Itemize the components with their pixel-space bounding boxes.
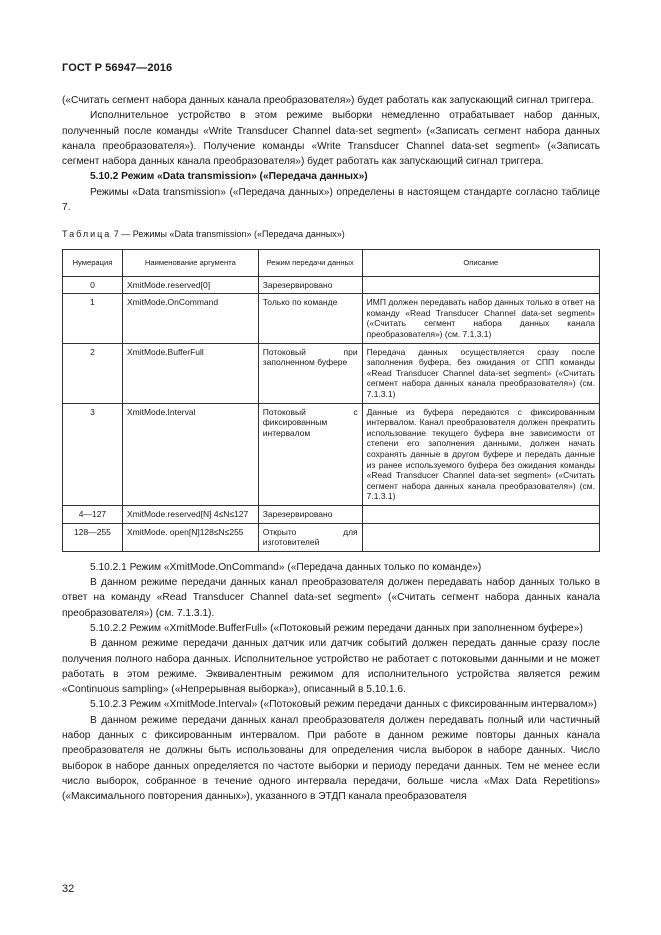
table-row <box>63 523 600 551</box>
table-row <box>63 505 600 523</box>
table-cell: XmitMode.reserved[0] <box>122 276 258 294</box>
table-cell: XmitMode.Interval <box>122 403 258 505</box>
table-cell <box>362 523 599 551</box>
table-cell: 3 <box>63 403 123 505</box>
paragraph: («Считать сегмент набора данных канала преобразователя») будет работать как запускающий сигнал триггера. <box>62 95 594 106</box>
table-cell: Потоковый с фиксированным интервалом <box>258 403 362 505</box>
paragraph: В данном режиме передачи данных канал преобразователя должен передавать набор данных только в ответ на команду «Read Transducer Channel data-set segment» («Считать сегмент набора данных канала преобразователя») (см. 7.1.3.1). <box>62 577 600 619</box>
table-caption <box>62 227 600 242</box>
table-cell <box>362 276 599 294</box>
paragraph: Режимы «Data transmission» («Передача данных») определены в настоящем стандарте согласно таблице 7. <box>62 186 600 214</box>
table-cell: Потоковый при заполненном буфере <box>258 343 362 403</box>
table-cell: 0 <box>63 276 123 294</box>
table-header-row <box>63 249 600 276</box>
table-cell: 128—255 <box>63 523 123 551</box>
page-number: 32 <box>62 883 75 895</box>
table-cell: XmitMode.OnCommand <box>122 294 258 343</box>
column-header: Нумерация <box>63 249 123 276</box>
table-cell: 2 <box>63 343 123 403</box>
paragraph: В данном режиме передачи данных датчик или датчик событий должен передать данные сразу после получения полного набора данных. Исполнительное устройство не работает с потоковыми данными и не может работать в этом режиме. Эквивалентным режимом для исполнительного устройства является режим «Continuous sampling» («Непрерывная выборка»), описанный в 5.10.1.6. <box>62 638 600 696</box>
document-header: ГОСТ Р 56947—2016 <box>62 62 173 74</box>
table-row <box>63 343 600 403</box>
subsection-heading: 5.10.2.2 Режим «XmitMode.BufferFull» («Потоковый режим передачи данных при заполненном буфере») <box>90 622 583 634</box>
table-cell: XmitMode.reserved[N] 4≤N≤127 <box>122 505 258 523</box>
table-cell: 4—127 <box>63 505 123 523</box>
table-caption-label: Таблица <box>62 229 112 240</box>
table-row <box>63 294 600 343</box>
subsection-heading: 5.10.2.1 Режим «XmitMode.OnCommand» («Передача данных только по команде») <box>90 561 482 573</box>
table-cell: Данные из буфера передаются с фиксированным интервалом. Канал преобразователя должен прекратить использование текущего буфера вне зависимости от степени его заполнения данными, должен начать сохранять данные в другом буфере и передать данные из ранее используемого буфера без ожидания команды «Read Transducer Channel data-set segment» («Считать сегмент набора данных канала преобразователя») (см. 7.1.3.1) <box>362 403 599 505</box>
table-cell: Передача данных осуществляется сразу после заполнения буфера, без ожидания от СПП команды «Read Transducer Channel data-set segment» («Считать сегмент набора данных канала преобразователя») (см. 7.1.3.1) <box>362 343 599 403</box>
table-cell: XmitMode. open[N]128≤N≤255 <box>122 523 258 551</box>
table-caption-text: 7 — Режимы «Data transmission» («Передача данных») <box>111 229 345 240</box>
column-header: Наименование аргумента <box>122 249 258 276</box>
table-cell: Открыто для изготовителей <box>258 523 362 551</box>
table-cell: XmitMode.BufferFull <box>122 343 258 403</box>
table-cell: 1 <box>63 294 123 343</box>
column-header: Режим передачи данных <box>258 249 362 276</box>
column-header: Описание <box>362 249 599 276</box>
table-row <box>63 276 600 294</box>
data-transmission-modes-table <box>62 249 600 552</box>
section-heading: 5.10.2 Режим «Data transmission» («Передача данных») <box>90 171 368 183</box>
subsection-heading: 5.10.2.3 Режим «XmitMode.Interval» («Потоковый режим передачи данных с фиксированным интервалом») <box>90 699 597 711</box>
paragraph: В данном режиме передачи данных канал преобразователя должен передавать полный или частичный набор данных с фиксированным интервалом. При работе в данном режиме повторы данных канала преобразователя не должны быть использованы для определения числа выборок в наборе данных. Число выборок в наборе данных определяется по частоте выборки и периоду передачи данных. Тем не менее если число выборок, собранное в течение одного интервала передачи, больше числа «Max Data Repetitions» («Максимального повторения данных»), указанного в ЭТДП канала преобразователя <box>62 714 600 803</box>
table-cell: Зарезервировано <box>258 505 362 523</box>
table-cell: ИМП должен передавать набор данных только в ответ на команду «Read Transducer Channel data-set segment» («Считать сегмент набора данных канала преобразователя») (см. 7.1.3.1) <box>362 294 599 343</box>
table-cell: Зарезервировано <box>258 276 362 294</box>
table-cell <box>362 505 599 523</box>
document-body <box>62 93 600 804</box>
table-row <box>63 403 600 505</box>
paragraph: Исполнительное устройство в этом режиме выборки немедленно отрабатывает набор данных, полученный после команды «Write Transducer Channel data-set segment» («Записать сегмент набора данных канала преобразователя»). Получение команды «Write Transducer Channel data-set segment» («Записать сегмент набора данных канала преобразователя») будет работать как запускающий сигнал триггера. <box>62 110 600 168</box>
table-cell: Только по команде <box>258 294 362 343</box>
